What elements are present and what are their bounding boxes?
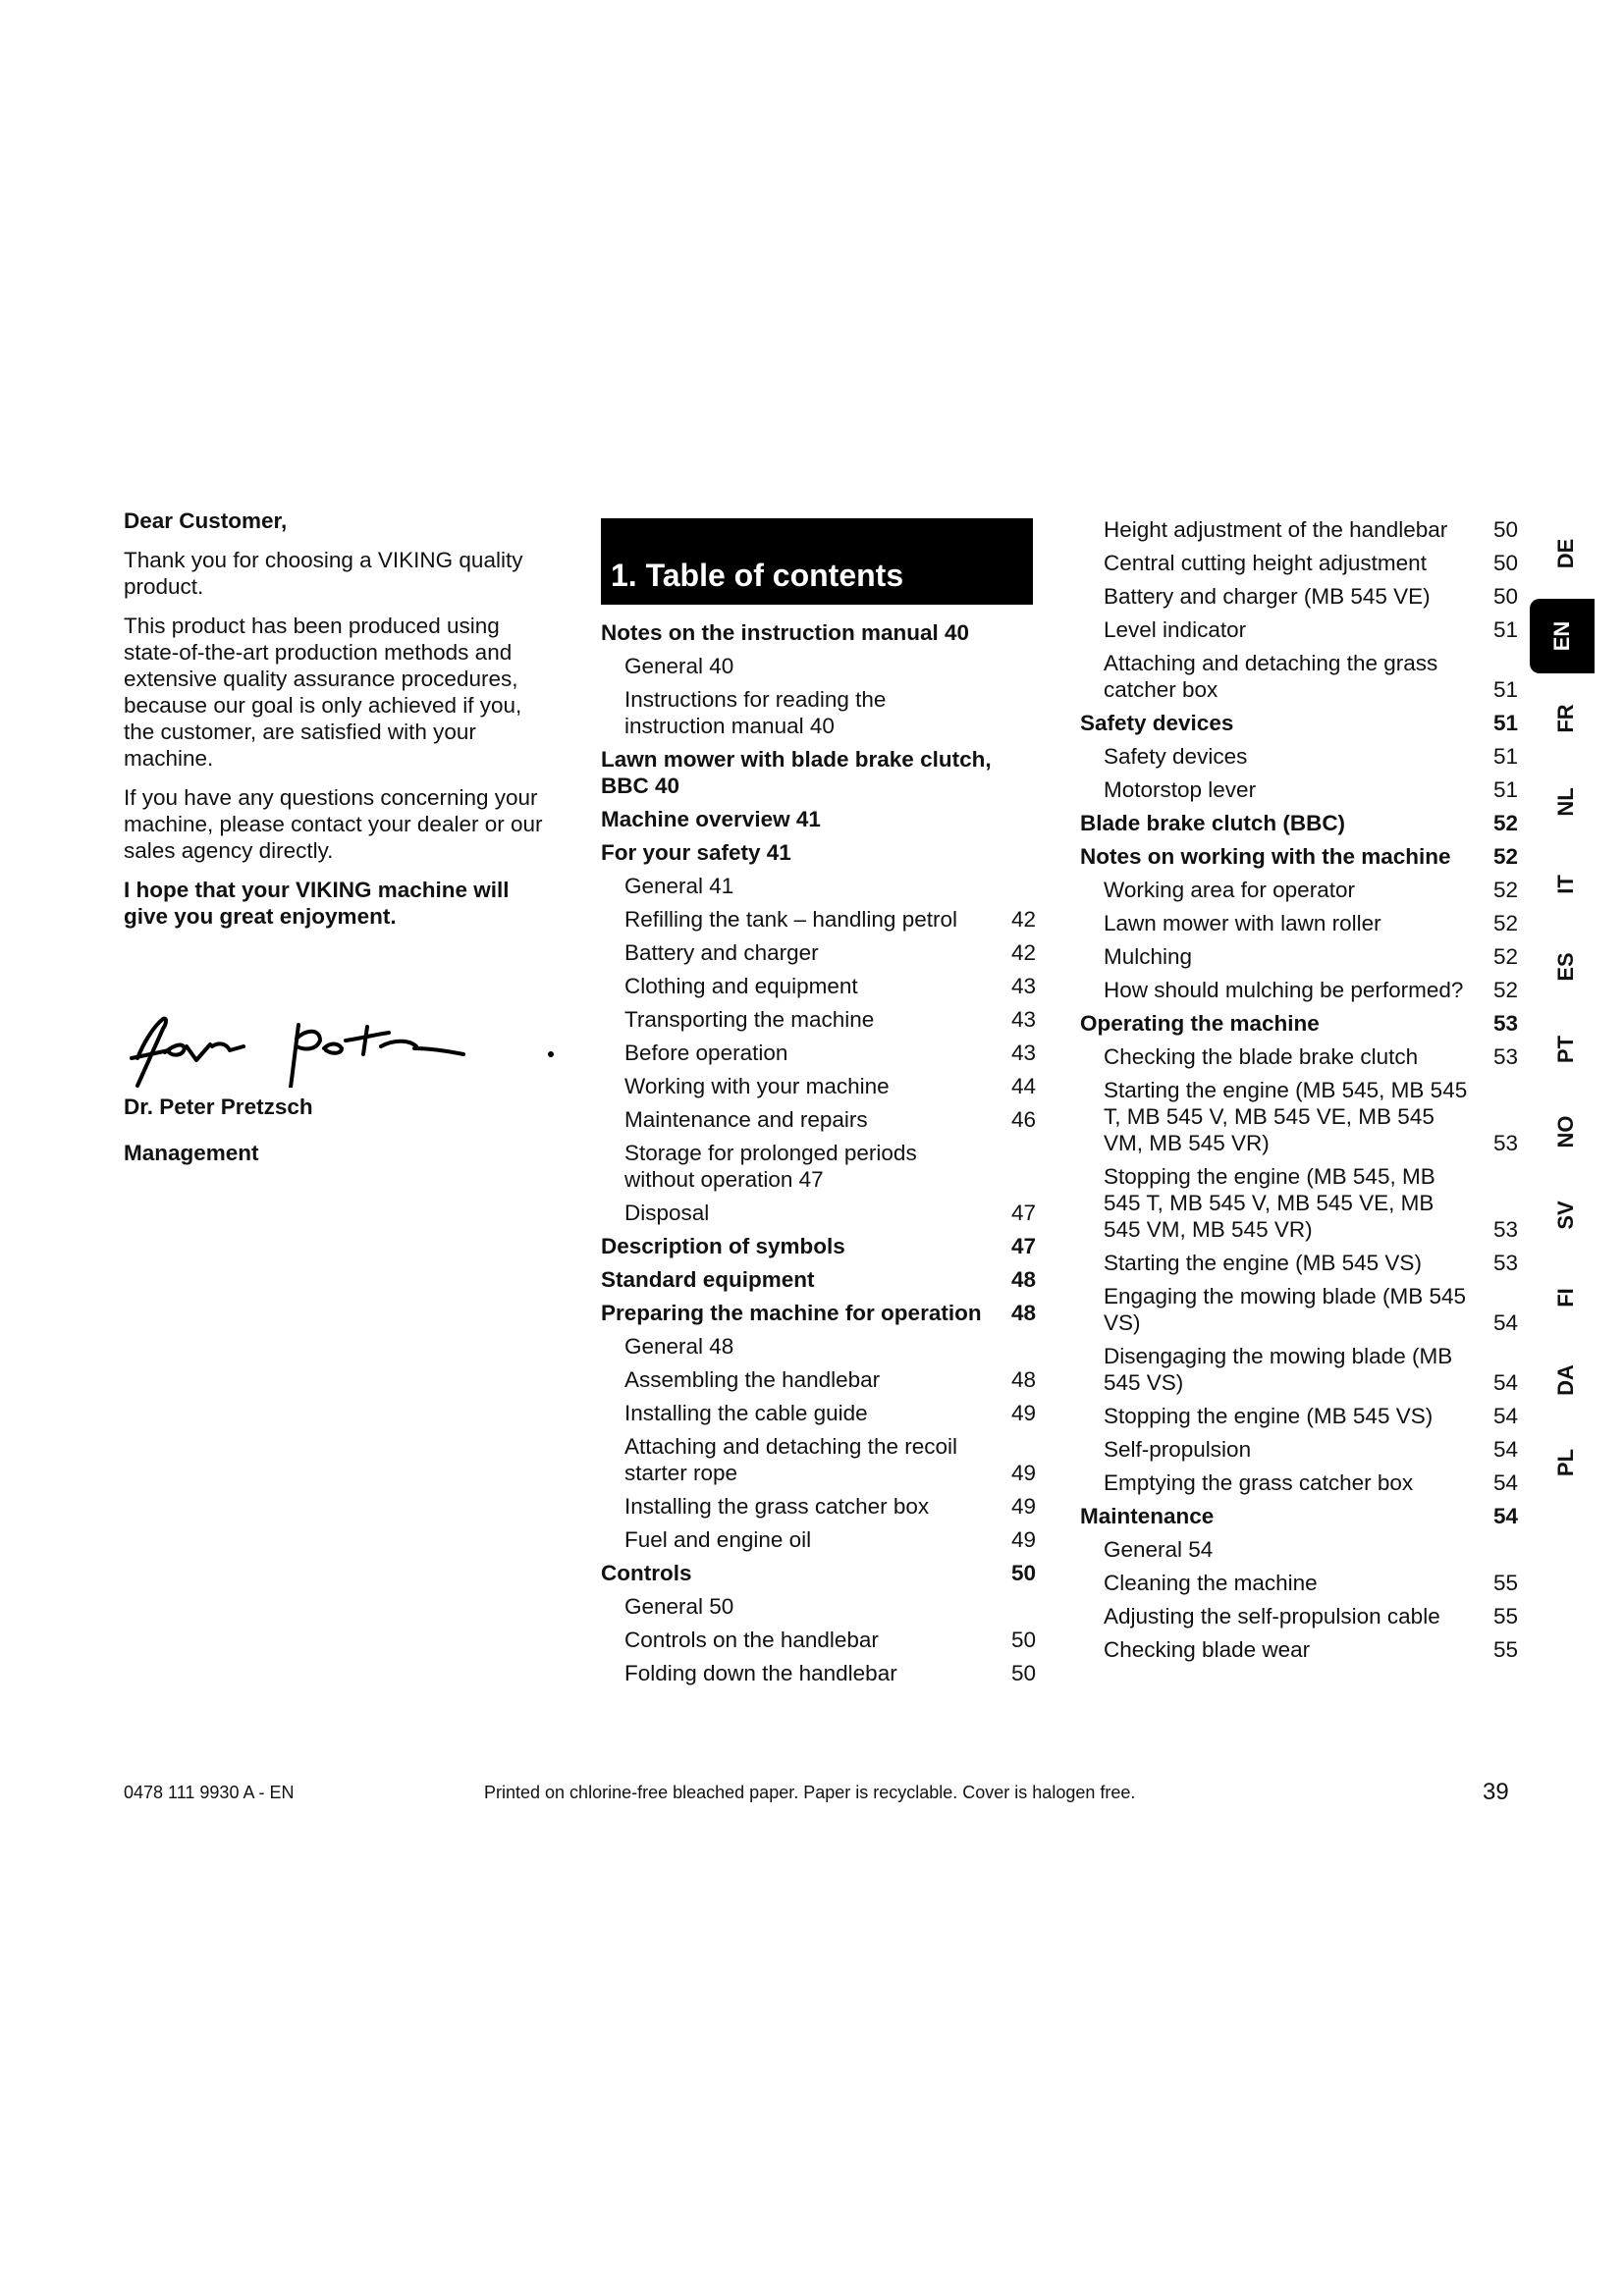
toc-entry-page: 48 [1010,1301,1036,1325]
toc-entry-label: General 40 [624,654,734,678]
language-tab-label: DE [1553,538,1578,569]
toc-entry-page: 46 [1010,1107,1036,1132]
toc-subsection-entry [1080,910,1518,936]
toc-section-entry [601,1300,1036,1326]
toc-subsection-entry [1080,616,1518,643]
toc-entry-label: Stopping the engine (MB 545 VS) [1104,1404,1434,1428]
toc-subsection-entry [601,653,1036,679]
toc-subsection-entry [1080,1043,1518,1070]
toc-entry-label: Notes on working with the machine [1080,844,1451,869]
toc-subsection-entry [1080,516,1518,543]
toc-entry-page: 50 [1492,517,1518,542]
toc-entry-label: Motorstop lever [1104,777,1257,802]
toc-entry-label: Preparing the machine for operation [601,1301,982,1325]
language-tab-pl [1538,1425,1595,1500]
intro-letter [124,507,556,942]
toc-entry-label: General 48 [624,1334,734,1359]
toc-subsection-entry [1080,977,1518,1003]
toc-entry-label: Safety devices [1104,744,1248,769]
toc-subsection-entry [601,873,1036,899]
toc-subsection-entry [1080,1570,1518,1596]
intro-paragraph: If you have any questions concerning your machine, please contact your dealer or our sales agency directly. [124,785,543,863]
toc-entry-label: How should mulching be performed? [1104,978,1464,1002]
toc-entry-label: Safety devices [1080,711,1234,735]
toc-entry-label: Checking blade wear [1104,1637,1311,1662]
toc-subsection-entry [601,1493,1036,1520]
toc-subsection-entry [1080,1469,1518,1496]
signer-role: Management [124,1141,259,1165]
language-tab-label: NL [1553,786,1578,817]
toc-entry-label: Machine overview 41 [601,807,821,831]
toc-subsection-entry [1080,776,1518,803]
toc-entry-page: 47 [1010,1234,1036,1258]
toc-entry-label: Battery and charger [624,940,819,965]
toc-entry-label: Mulching [1104,944,1193,969]
toc-subsection-entry [1080,1636,1518,1663]
toc-entry-page: 55 [1492,1637,1518,1662]
toc-entry-page: 50 [1010,1661,1036,1685]
toc-subsection-entry [601,1593,1036,1620]
toc-entry-page: 50 [1010,1561,1036,1585]
toc-subsection-entry [1080,1343,1518,1396]
toc-subsection-entry [1080,743,1518,770]
language-tab-label: EN [1549,620,1574,652]
toc-entry-page: 43 [1010,1041,1036,1065]
toc-entry-label: Lawn mower with blade brake clutch, BBC 40 [601,747,992,798]
toc-entry-page: 54 [1492,1370,1518,1395]
toc-subsection-entry [1080,877,1518,903]
toc-entry-page: 54 [1492,1470,1518,1495]
toc-entry-page: 54 [1492,1310,1518,1335]
toc-entry-page: 48 [1010,1367,1036,1392]
toc-section-entry [1080,710,1518,736]
toc-entry-label: Starting the engine (MB 545 VS) [1104,1251,1422,1275]
toc-entry-label: Lawn mower with lawn roller [1104,911,1381,935]
toc-subsection-entry [1080,1536,1518,1563]
toc-entry-page: 54 [1492,1437,1518,1462]
toc-entry-page: 51 [1492,617,1518,642]
toc-entry-label: Folding down the handlebar [624,1661,897,1685]
toc-entry-page: 52 [1492,911,1518,935]
toc-subsection-entry [601,1073,1036,1099]
intro-paragraph: Thank you for choosing a VIKING quality product. [124,548,523,599]
toc-entry-label: Level indicator [1104,617,1247,642]
toc-entry-label: Adjusting the self-propulsion cable [1104,1604,1440,1629]
toc-entry-page: 47 [1010,1201,1036,1225]
toc-heading: 1. Table of contents [601,518,1033,605]
toc-entry-page: 52 [1492,878,1518,902]
toc-subsection-entry [601,939,1036,966]
toc-entry-label: General 41 [624,874,734,898]
toc-entry-label: General 54 [1104,1537,1214,1562]
language-tab-pt [1538,1012,1595,1087]
toc-subsection-entry [1080,1250,1518,1276]
toc-entry-label: Disengaging the mowing blade (MB 545 VS) [1104,1344,1453,1395]
toc-entry-label: Installing the cable guide [624,1401,868,1425]
toc-entry-page: 48 [1010,1267,1036,1292]
language-tab-label: DA [1553,1364,1578,1396]
toc-entry-page: 42 [1010,907,1036,932]
toc-entry-label: Working area for operator [1104,878,1355,902]
toc-subsection-entry [1080,1603,1518,1629]
toc-entry-label: Attaching and detaching the grass catcher box [1104,651,1438,702]
toc-entry-page: 43 [1010,1007,1036,1032]
signer-name: Dr. Peter Pretzsch [124,1095,313,1119]
language-tab-sv [1538,1178,1595,1253]
toc-subsection-entry [601,1006,1036,1033]
toc-entry-label: Standard equipment [601,1267,815,1292]
toc-section-entry [601,619,1036,646]
toc-entry-label: Transporting the machine [624,1007,875,1032]
toc-entry-page: 52 [1492,811,1518,835]
toc-entry-label: Assembling the handlebar [624,1367,881,1392]
toc-subsection-entry [601,1200,1036,1226]
toc-subsection-entry [1080,550,1518,576]
toc-entry-page: 54 [1492,1404,1518,1428]
toc-subsection-entry [601,1106,1036,1133]
toc-entry-page: 53 [1492,1217,1518,1242]
toc-entry-page: 49 [1010,1494,1036,1519]
language-tab-it [1538,847,1595,922]
toc-entry-label: Attaching and detaching the recoil starter rope [624,1434,957,1485]
toc-subsection-entry [1080,1283,1518,1336]
toc-entry-page: 49 [1010,1527,1036,1552]
toc-entry-page: 51 [1492,777,1518,802]
toc-subsection-entry [1080,583,1518,610]
toc-section-entry [601,1233,1036,1259]
language-tab-nl [1538,765,1595,839]
toc-section-entry [601,1560,1036,1586]
toc-entry-page: 55 [1492,1571,1518,1595]
toc-entry-label: Operating the machine [1080,1011,1320,1036]
toc-subsection-entry [601,1526,1036,1553]
toc-subsection-entry [601,1333,1036,1360]
toc-entry-label: Working with your machine [624,1074,890,1098]
toc-entry-label: Starting the engine (MB 545, MB 545 T, MB 545 V, MB 545 VE, MB 545 VM, MB 545 VR) [1104,1078,1468,1155]
toc-entry-label: Stopping the engine (MB 545, MB 545 T, MB 545 V, MB 545 VE, MB 545 VM, MB 545 VR) [1104,1164,1435,1242]
toc-entry-page: 53 [1492,1011,1518,1036]
language-tab-fi [1538,1260,1595,1335]
language-tab-da [1538,1343,1595,1417]
toc-section-entry [1080,1010,1518,1037]
toc-entry-label: Controls on the handlebar [624,1628,879,1652]
toc-subsection-entry [601,1627,1036,1653]
toc-section-entry [601,839,1036,866]
greeting: Dear Customer, [124,508,288,533]
language-tab-label: PL [1553,1449,1578,1477]
toc-entry-page: 43 [1010,974,1036,998]
language-tab-label: IT [1553,875,1578,894]
language-tab-label: FR [1553,704,1578,734]
language-tab-de [1538,516,1595,591]
handwritten-signature [124,989,575,1088]
toc-entry-page: 49 [1010,1461,1036,1485]
toc-entry-page: 52 [1492,978,1518,1002]
toc-section-entry [601,1266,1036,1293]
toc-entry-page: 50 [1492,551,1518,575]
toc-section-entry [601,746,1036,799]
toc-entry-page: 50 [1492,584,1518,609]
toc-subsection-entry [601,1140,1036,1193]
document-number: 0478 111 9930 A - EN [124,1783,295,1802]
toc-entry-label: Battery and charger (MB 545 VE) [1104,584,1431,609]
language-tab-label: ES [1553,952,1578,982]
language-tab-label: FI [1553,1288,1578,1308]
toc-subsection-entry [1080,650,1518,703]
toc-subsection-entry [601,906,1036,933]
toc-entry-page: 53 [1492,1251,1518,1275]
toc-section-entry [1080,843,1518,870]
toc-entry-label: Cleaning the machine [1104,1571,1318,1595]
toc-entry-label: Clothing and equipment [624,974,858,998]
toc-entry-page: 50 [1010,1628,1036,1652]
toc-entry-page: 51 [1492,711,1518,735]
toc-entry-page: 54 [1492,1504,1518,1528]
toc-entry-label: Engaging the mowing blade (MB 545 VS) [1104,1284,1466,1335]
toc-entry-label: General 50 [624,1594,734,1619]
toc-entry-label: Before operation [624,1041,788,1065]
toc-section-entry [1080,810,1518,836]
paper-note: Printed on chlorine-free bleached paper. Paper is recyclable. Cover is halogen free. [484,1783,1136,1802]
toc-subsection-entry [1080,1163,1518,1243]
language-tab-fr [1538,681,1595,756]
toc-entry-label: Maintenance [1080,1504,1215,1528]
toc-entry-page: 51 [1492,677,1518,702]
toc-subsection-entry [1080,1436,1518,1463]
toc-section-entry [1080,1503,1518,1529]
toc-entry-label: Description of symbols [601,1234,845,1258]
toc-entry-page: 53 [1492,1131,1518,1155]
toc-entry-label: For your safety 41 [601,840,791,865]
toc-entry-page: 42 [1010,940,1036,965]
toc-subsection-entry [601,973,1036,999]
language-tab-label: NO [1553,1115,1578,1148]
toc-entry-page: 44 [1010,1074,1036,1098]
toc-subsection-entry [601,1366,1036,1393]
language-tab-en [1530,599,1595,673]
toc-column-right [1080,516,1518,1670]
page-number: 39 [1483,1779,1509,1805]
toc-subsection-entry [1080,943,1518,970]
toc-entry-page: 51 [1492,744,1518,769]
toc-section-entry [601,806,1036,832]
intro-paragraph: This product has been produced using state-of-the-art production methods and extensive quality assurance procedures, because our goal is only achieved if you, the customer, are satisfied with your machine. [124,614,522,771]
toc-subsection-entry [601,1660,1036,1686]
toc-subsection-entry [601,1040,1036,1066]
language-tabs [1538,516,1595,1508]
toc-entry-label: Checking the blade brake clutch [1104,1044,1419,1069]
toc-entry-page: 49 [1010,1401,1036,1425]
toc-subsection-entry [601,686,1036,739]
closing-line: I hope that your VIKING machine will give you great enjoyment. [124,878,510,929]
toc-entry-label: Refilling the tank – handling petrol [624,907,957,932]
toc-entry-label: Instructions for reading the instruction manual 40 [624,687,887,738]
toc-subsection-entry [1080,1403,1518,1429]
toc-subsection-entry [1080,1077,1518,1156]
toc-entry-label: Maintenance and repairs [624,1107,868,1132]
toc-entry-page: 52 [1492,944,1518,969]
toc-entry-label: Emptying the grass catcher box [1104,1470,1414,1495]
toc-entry-label: Storage for prolonged periods without operation 47 [624,1141,917,1192]
toc-entry-page: 53 [1492,1044,1518,1069]
toc-entry-label: Height adjustment of the handlebar [1104,517,1448,542]
toc-entry-label: Installing the grass catcher box [624,1494,930,1519]
language-tab-label: PT [1553,1036,1578,1064]
toc-entry-label: Self-propulsion [1104,1437,1252,1462]
toc-entry-page: 52 [1492,844,1518,869]
toc-entry-page: 55 [1492,1604,1518,1629]
toc-entry-label: Controls [601,1561,692,1585]
toc-entry-label: Fuel and engine oil [624,1527,812,1552]
toc-entry-label: Blade brake clutch (BBC) [1080,811,1346,835]
toc-entry-label: Disposal [624,1201,710,1225]
language-tab-no [1538,1095,1595,1169]
toc-subsection-entry [601,1433,1036,1486]
toc-subsection-entry [601,1400,1036,1426]
toc-entry-label: Notes on the instruction manual 40 [601,620,970,645]
toc-column-left [601,619,1036,1693]
language-tab-label: SV [1553,1200,1578,1230]
language-tab-es [1538,930,1595,1004]
toc-entry-label: Central cutting height adjustment [1104,551,1427,575]
